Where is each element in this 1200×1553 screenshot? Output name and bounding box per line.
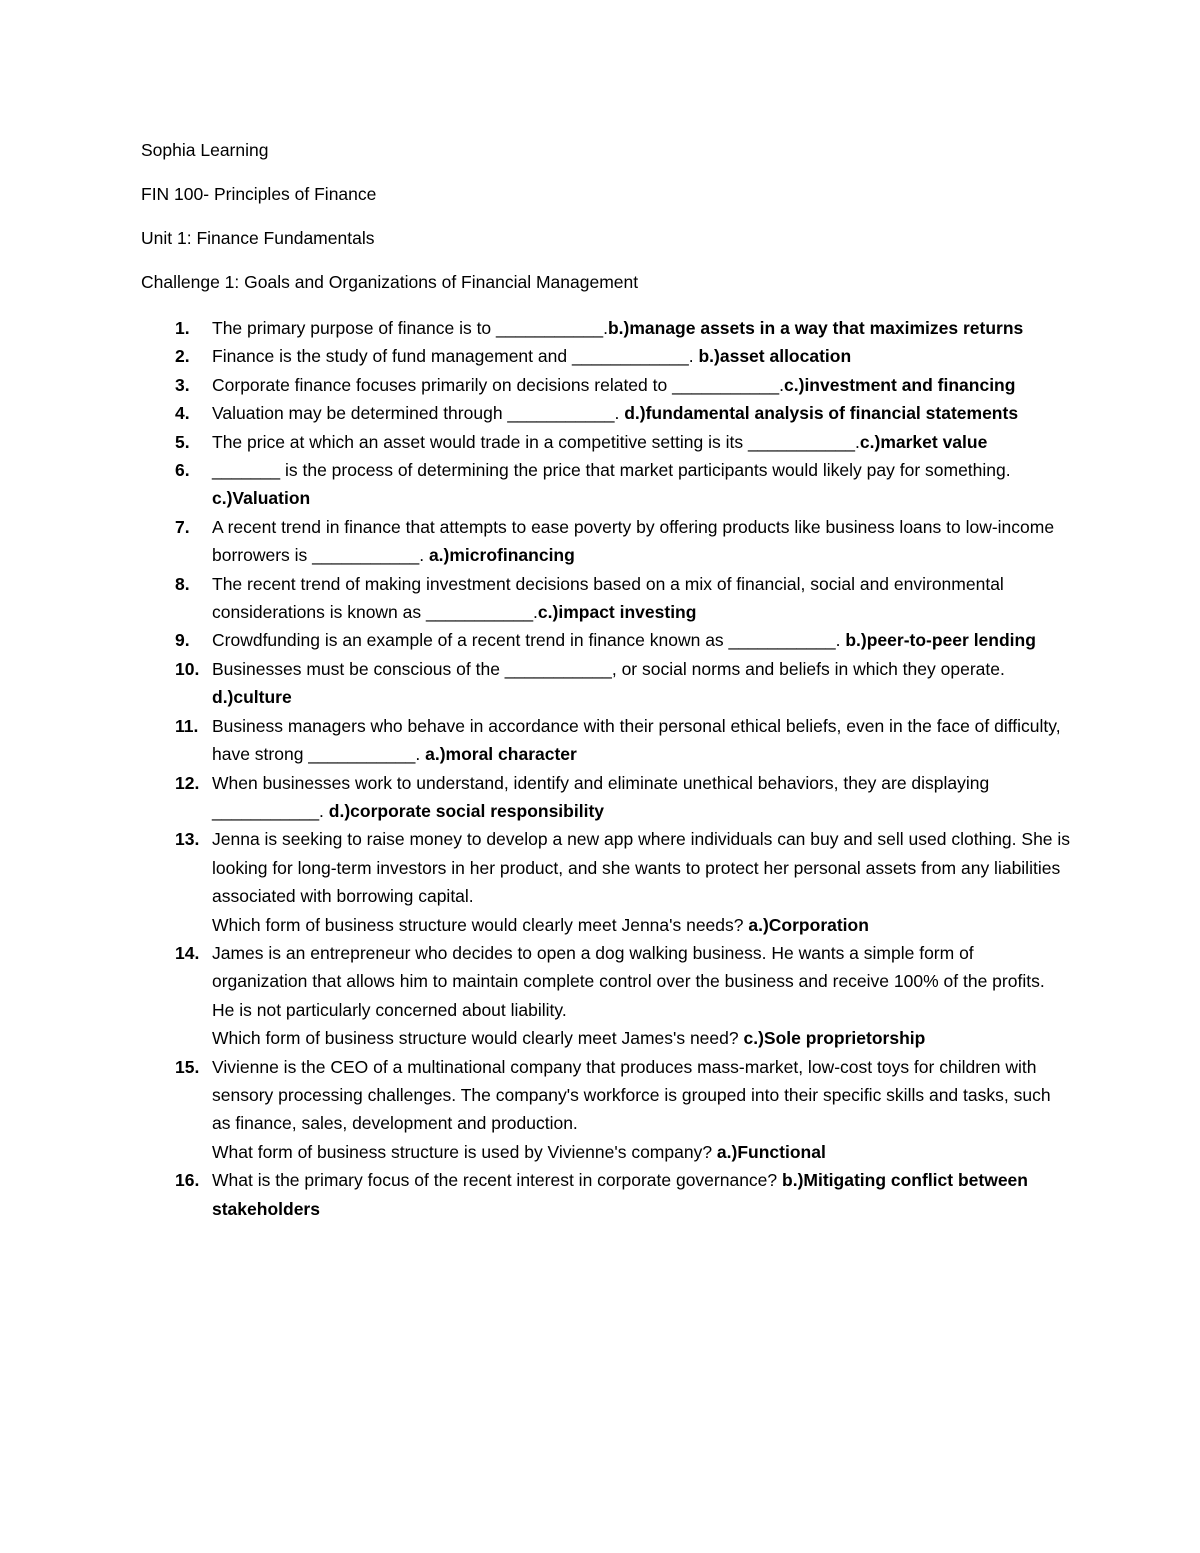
question-item xyxy=(141,1166,1071,1223)
question-answer: a.)Functional xyxy=(716,1141,826,1162)
question-item xyxy=(141,513,1071,570)
question-text: Businesses must be conscious of the ___________, or social norms and beliefs in which they operate. xyxy=(212,658,1005,679)
question-item xyxy=(141,570,1071,627)
question-number: 7. xyxy=(175,516,190,537)
question-item xyxy=(141,769,1071,826)
question-text: Jenna is seeking to raise money to develop a new app where individuals can buy and sell used clothing. She is looking for long-term investors in her product, and she wants to protect her personal assets from any liabilities associated with borrowing capital. xyxy=(212,829,1071,907)
question-answer: a.)Corporation xyxy=(748,914,869,935)
question-number: 9. xyxy=(175,630,190,651)
question-answer: b.)manage assets in a way that maximizes returns xyxy=(607,318,1024,338)
question-item xyxy=(141,939,1071,1053)
question-number: 14. xyxy=(175,942,200,963)
question-text: Crowdfunding is an example of a recent trend in finance known as ___________. xyxy=(212,630,846,651)
question-text: The recent trend of making investment decisions based on a mix of financial, social and environmental considerations is known as ___________. xyxy=(212,573,1004,623)
question-answer: c.)investment and financing xyxy=(784,374,1016,395)
question-item xyxy=(141,314,1071,342)
question-text: _______ is the process of determining the price that market participants would likely pay for something. xyxy=(212,460,1011,481)
question-answer: c.)Valuation xyxy=(212,488,311,509)
question-answer: a.)moral character xyxy=(425,744,577,765)
question-item xyxy=(141,712,1071,769)
question-answer: b.)peer-to-peer lending xyxy=(845,630,1036,651)
question-answer: c.)market value xyxy=(859,431,988,452)
question-item xyxy=(141,1053,1071,1167)
school-name: Sophia Learning xyxy=(141,140,269,160)
question-number: 12. xyxy=(175,772,200,793)
unit-title: Unit 1: Finance Fundamentals xyxy=(141,228,375,248)
question-answer: a.)microfinancing xyxy=(428,545,575,566)
course-title: FIN 100- Principles of Finance xyxy=(141,184,377,204)
question-text: The primary purpose of finance is to ___________. xyxy=(212,318,608,338)
question-text: When businesses work to understand, identify and eliminate unethical behaviors, they are displaying ___________. xyxy=(212,772,990,821)
question-answer: c.)impact investing xyxy=(537,602,697,623)
question-number: 13. xyxy=(175,829,200,850)
question-subtext: Which form of business structure would clearly meet Jenna's needs? xyxy=(212,914,749,935)
question-number: 1. xyxy=(175,318,190,338)
question-item xyxy=(141,825,1071,939)
question-number: 10. xyxy=(175,658,200,679)
question-number: 6. xyxy=(175,460,190,481)
question-number: 8. xyxy=(175,573,190,594)
question-subtext: Which form of business structure would clearly meet James's need? xyxy=(212,1028,744,1049)
challenge-title: Challenge 1: Goals and Organizations of Financial Management xyxy=(141,272,639,292)
question-list xyxy=(141,314,1071,1223)
document-page xyxy=(141,138,1071,1223)
question-answer: b.)Mitigating conflict between stakeholders xyxy=(212,1170,1028,1219)
question-text: Business managers who behave in accordance with their personal ethical beliefs, even in the face of difficulty, have strong ___________. xyxy=(212,715,1061,765)
question-number: 4. xyxy=(175,403,190,424)
question-item xyxy=(141,626,1071,654)
question-item xyxy=(141,342,1071,370)
question-text: Vivienne is the CEO of a multinational company that produces mass-market, low-cost toys for children with sensory processing challenges. The company's workforce is grouped into their specific skills and tasks, such as finance, sales, development and production. xyxy=(212,1056,1051,1134)
question-text: James is an entrepreneur who decides to open a dog walking business. He wants a simple form of organization that allows him to maintain complete control over the business and receive 100% of the profits. He is not particularly concerned about liability. xyxy=(212,942,1045,1020)
question-item xyxy=(141,399,1071,427)
question-number: 16. xyxy=(175,1170,200,1191)
question-item xyxy=(141,428,1071,456)
question-subtext: What form of business structure is used by Vivienne's company? xyxy=(212,1141,717,1162)
question-number: 15. xyxy=(175,1056,200,1077)
question-item xyxy=(141,371,1071,399)
question-answer: d.)culture xyxy=(212,687,292,708)
question-subtext-line xyxy=(212,911,1071,939)
question-number: 3. xyxy=(175,374,190,395)
question-subtext-line xyxy=(212,1024,1071,1052)
question-text: Valuation may be determined through ___________. xyxy=(212,403,625,424)
question-item xyxy=(141,655,1071,712)
question-text: Corporate finance focuses primarily on decisions related to ___________. xyxy=(212,374,785,395)
question-number: 2. xyxy=(175,346,190,367)
question-answer: c.)Sole proprietorship xyxy=(743,1028,926,1049)
question-item xyxy=(141,456,1071,513)
question-text: A recent trend in finance that attempts to ease poverty by offering products like business loans to low-income borrowers is ___________. xyxy=(212,516,1055,566)
question-answer: d.)corporate social responsibility xyxy=(328,800,605,821)
question-text: The price at which an asset would trade in a competitive setting is its ___________. xyxy=(212,431,860,452)
question-answer: b.)asset allocation xyxy=(698,346,852,367)
question-number: 11. xyxy=(175,715,199,736)
question-subtext-line xyxy=(212,1138,1071,1166)
question-number: 5. xyxy=(175,431,190,452)
question-answer: d.)fundamental analysis of financial statements xyxy=(624,403,1019,424)
question-text: Finance is the study of fund management and ____________. xyxy=(212,346,699,367)
question-text: What is the primary focus of the recent interest in corporate governance? xyxy=(212,1170,783,1191)
